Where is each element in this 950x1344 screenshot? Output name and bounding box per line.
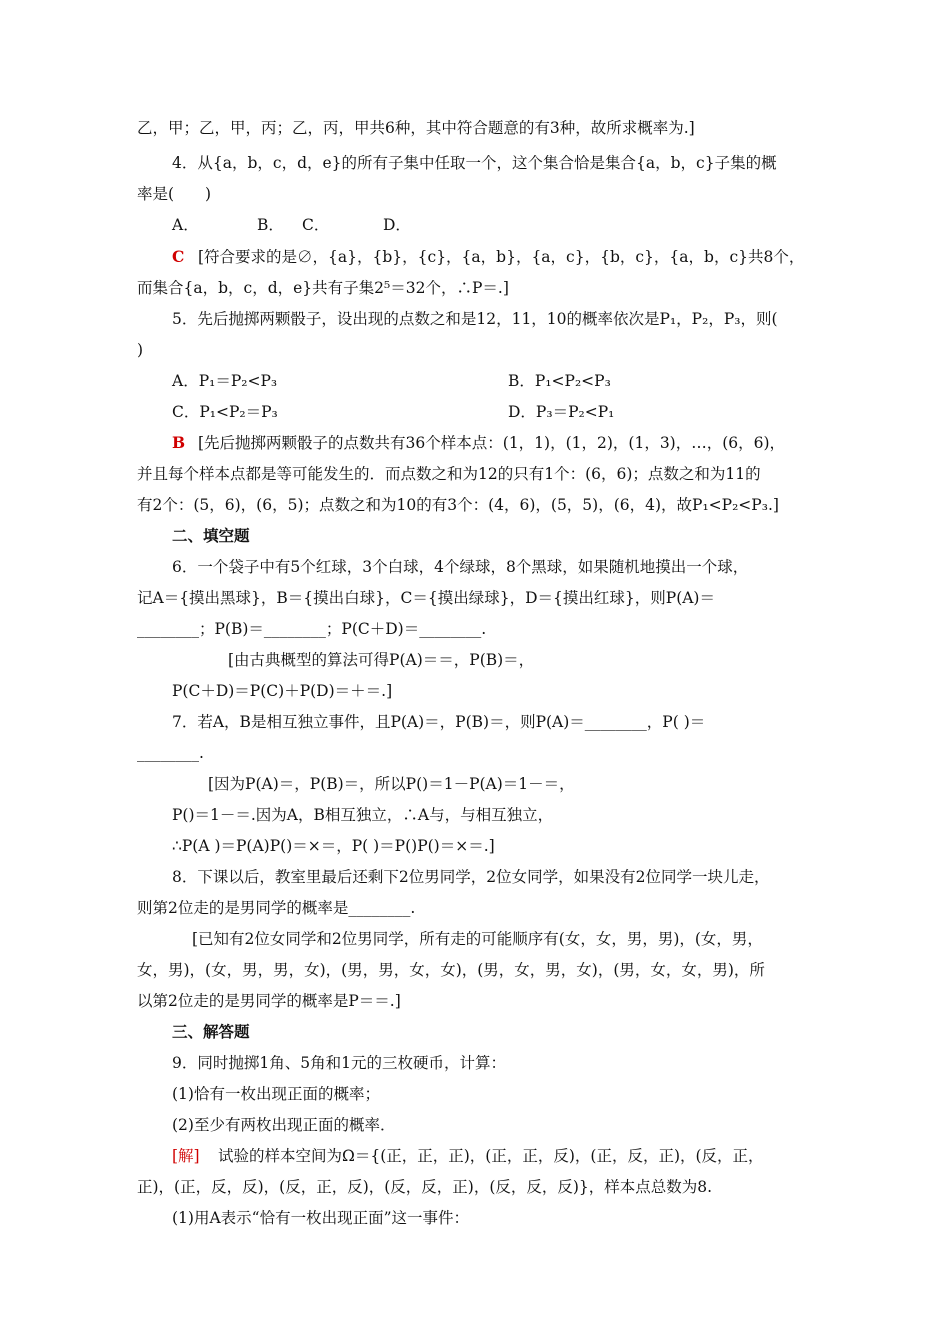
answer-letter: B <box>172 433 186 452</box>
answer-explanation: [由古典概型的算法可得P(A)＝＝，P(B)＝， <box>228 651 535 669</box>
answer-letter: C <box>172 247 185 266</box>
text-line: ________；P(B)＝________；P(C＋D)＝________. <box>137 620 487 638</box>
question-9: 9．同时抛掷1角、5角和1元的三枚硬币，计算： <box>172 1054 506 1072</box>
question-7: 7．若A，B是相互独立事件，且P(A)＝，P(B)＝，则P(A)＝________，P( )＝ <box>172 713 706 731</box>
text-line: 并且每个样本点都是等可能发生的．而点数之和为12的只有1个：(6，6)；点数之和为11的 <box>137 465 761 483</box>
text-line: ) <box>137 341 144 359</box>
question-6: 6．一个袋子中有5个红球，3个白球，4个绿球，8个黑球，如果随机地摸出一个球， <box>172 558 749 576</box>
text-line: ∴P(A )＝P(A)P()＝×＝，P( )＝P()P()＝×＝.] <box>172 837 495 855</box>
solution-text: 试验的样本空间为Ω＝{(正，正，正)，(正，正，反)，(正，反，正)，(反，正， <box>218 1147 764 1165</box>
question-5: 5．先后抛掷两颗骰子，设出现的点数之和是12，11，10的概率依次是P₁，P₂，P₃，则( <box>172 310 778 328</box>
option-c: C．P₁<P₂＝P₃ <box>172 403 278 421</box>
text-line: 有2个：(5，6)，(6，5)；点数之和为10的有3个：(4，6)，(5，5)，(6，4)，故P₁<P₂<P₃.] <box>137 496 779 514</box>
text-line: 记A＝{摸出黑球}，B＝{摸出白球}，C＝{摸出绿球}，D＝{摸出红球}，则P(A)＝ <box>137 589 715 607</box>
answer-explanation: [符合要求的是∅，{a}，{b}，{c}，{a，b}，{a，c}，{b，c}，{a，b，c}共8个， <box>198 248 805 266</box>
text-line: 以第2位走的是男同学的概率是P＝＝.] <box>137 992 401 1010</box>
solution-label: [解] <box>172 1147 200 1165</box>
section-heading: 三、解答题 <box>172 1022 250 1041</box>
text-line: ________. <box>137 744 204 762</box>
option-d: D． <box>383 216 411 234</box>
option-d: D．P₃＝P₂<P₁ <box>508 403 615 421</box>
question-8: 8．下课以后，教室里最后还剩下2位男同学，2位女同学，如果没有2位同学一块儿走， <box>172 868 770 886</box>
text-line: 则第2位走的是男同学的概率是________. <box>137 899 416 917</box>
text-line: (2)至少有两枚出现正面的概率． <box>172 1116 396 1134</box>
text-line: 乙，甲；乙，甲，丙；乙，丙，甲共6种，其中符合题意的有3种，故所求概率为.] <box>137 119 695 137</box>
option-b: B． <box>257 216 284 234</box>
option-c: C． <box>302 216 330 234</box>
text-line: 正)，(正，反，反)，(反，正，反)，(反，反，正)，(反，反，反)}，样本点总数为8. <box>137 1178 713 1196</box>
text-line: (1)恰有一枚出现正面的概率； <box>172 1085 380 1103</box>
text-line: (1)用A表示“恰有一枚出现正面”这一事件： <box>172 1209 469 1227</box>
question-4: 4．从{a，b，c，d，e}的所有子集中任取一个，这个集合恰是集合{a，b，c}子集的概 <box>172 154 777 172</box>
answer-explanation: [先后抛掷两颗骰子的点数共有36个样本点：(1，1)，(1，2)，(1，3)，…，(6，6)， <box>198 434 786 452</box>
text-line: 率是( ) <box>137 185 212 203</box>
text-line: 女，男)，(女，男，男，女)，(男，男，女，女)，(男，女，男，女)，(男，女，女，男)，所 <box>137 961 765 979</box>
text-line: P(C＋D)＝P(C)＋P(D)＝＋＝.] <box>172 682 393 700</box>
option-a: A． <box>172 216 199 234</box>
section-heading: 二、填空题 <box>172 526 250 545</box>
option-a: A．P₁＝P₂<P₃ <box>172 372 278 390</box>
answer-explanation: [因为P(A)＝，P(B)＝，所以P()＝1－P(A)＝1－＝， <box>208 775 575 793</box>
option-b: B．P₁<P₂<P₃ <box>508 372 611 390</box>
text-line: P()＝1－＝.因为A，B相互独立，∴A与，与相互独立， <box>172 806 554 824</box>
text-line: 而集合{a，b，c，d，e}共有子集2⁵＝32个，∴P＝.] <box>137 279 509 297</box>
answer-explanation: [已知有2位女同学和2位男同学，所有走的可能顺序有(女，女，男，男)，(女，男， <box>192 930 763 948</box>
